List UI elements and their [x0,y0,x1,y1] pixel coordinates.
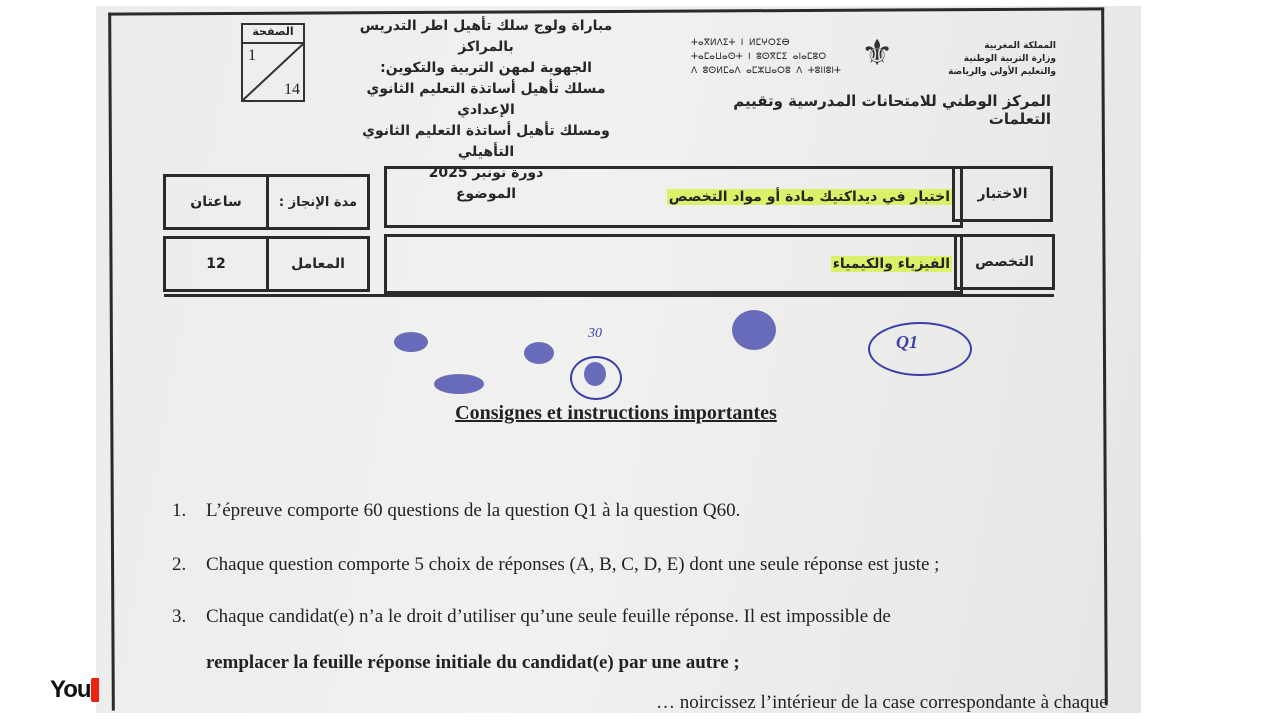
ink-scribble [394,332,428,352]
exam-title-line: مباراة ولوج سلك تأهيل اطر التدريس بالمراكز [359,18,613,55]
exam-label: الاختبار [952,166,1053,222]
instruction-continuation: remplacer la feuille réponse initiale du candidat(e) par une autre ; [206,652,740,673]
ministry-line: وزارة التربية الوطنية [963,54,1056,64]
exam-title-line: ومسلك تأهيل أساتذة التعليم الثانوي التأهيلي [362,123,610,160]
instructions-title: Consignes et instructions importantes [455,402,777,424]
instruction-item-partial: … noircissez l’intérieur de la case correspondante à chaque [656,692,1108,713]
page-total: 14 [284,81,300,98]
tifinagh-line: ⴷ ⵓⵙⵍⵎⴰⴷ ⴰⵎⵣⵡⴰⵔⵓ ⴷ ⵜⵓⵏⵏⵓⵏⵜ [691,66,841,76]
page-current: 1 [248,47,256,64]
ministry-name [948,40,1056,79]
coef-value: 12 [163,236,269,292]
ink-scribble [584,362,606,386]
instruction-item [172,554,939,576]
tifinagh-line: ⵜⴰⵎⴰⵡⴰⵙⵜ ⵏ ⵓⵙⴳⵎⵉ ⴰⵏⴰⵎⵓⵔ [691,52,827,62]
ink-circle [868,322,972,376]
page-number-box [241,23,305,102]
youtube-logo-text: You [50,676,91,703]
ministry-line: المملكة المغربية [984,41,1056,51]
coat-of-arms-icon: ⚜ [861,33,894,73]
item-text: L’épreuve comporte 60 questions de la question Q1 à la question Q60. [206,500,741,521]
specialty-value [384,234,963,294]
item-number: 1. [172,500,187,521]
youtube-watermark [50,676,99,704]
tifinagh-line: ⵜⴰⴳⵍⴷⵉⵜ ⵏ ⵍⵎⵖⵔⵉⴱ [691,38,790,48]
tifinagh-text [691,36,841,78]
ink-scribble [732,310,776,350]
instruction-item [172,606,891,628]
ink-scribble [434,374,484,394]
exam-subject-label: الموضوع [455,186,517,202]
item-text: Chaque question comporte 5 choix de réponses (A, B, C, D, E) dont une seule réponse est juste ; [206,554,940,575]
exam-session: دورة نونبر 2025 [428,165,544,181]
exam-value-text: اختبار في ديداكتيك مادة أو مواد التخصص [668,189,950,205]
handwritten-mark: 30 [588,326,602,341]
exam-title-line: مسلك تأهيل أساتذة التعليم الثانوي الإعدادي [366,81,606,118]
divider-line [164,294,1054,297]
youtube-play-icon [91,678,99,702]
center-name: المركز الوطني للامتحانات المدرسية وتقييم التعلمات [733,92,1051,128]
coef-label: المعامل [266,236,370,292]
page-label: الصفحة [243,25,303,44]
item-number: 2. [172,554,187,575]
ink-scribble [524,342,554,364]
exam-document-photo [96,6,1141,713]
item-text: Chaque candidat(e) n’a le droit d’utiliser qu’une seule feuille réponse. Il est impossible de [206,606,891,627]
item-number: 3. [172,606,187,627]
duration-value: ساعتان [163,174,269,230]
specialty-value-text: الفيزياء والكيمياء [832,256,950,272]
duration-label: مدة الإنجاز : [266,174,370,230]
exam-title-line: الجهوية لمهن التربية والتكوين: [380,60,592,76]
ministry-line: والتعليم الأولي والرياضة [948,67,1056,77]
exam-value [384,166,963,228]
handwritten-mark: Q1 [896,332,918,352]
specialty-label: التخصص [954,234,1055,290]
instruction-item [172,500,740,522]
